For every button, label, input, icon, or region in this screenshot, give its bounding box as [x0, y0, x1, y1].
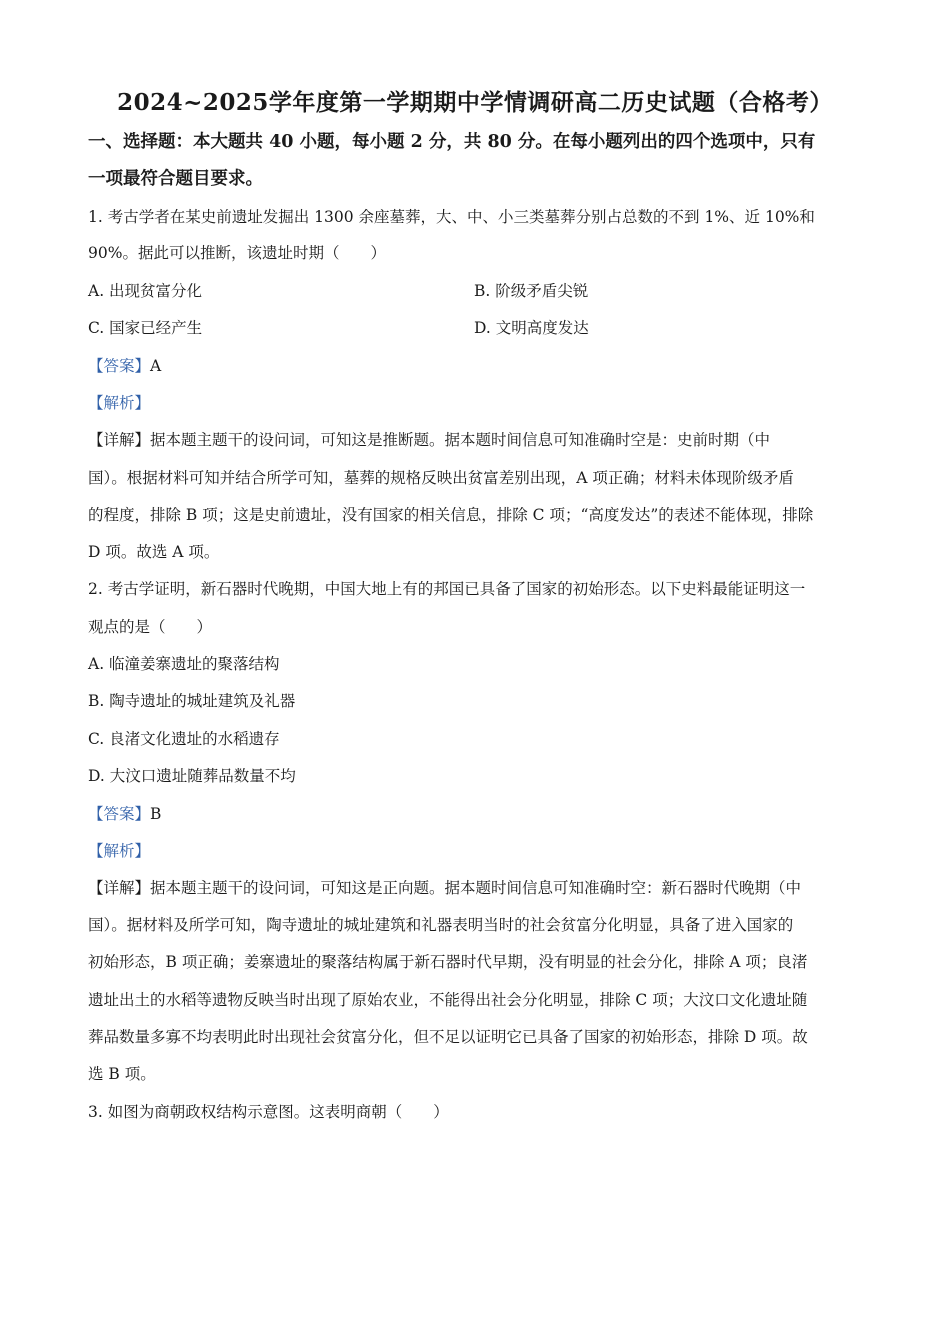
q1-answer: [88, 356, 161, 376]
q1-analysis-tag: [88, 393, 150, 413]
q2-stem-line: 2. 考古学证明，新石器时代晚期，中国大地上有的邦国已具备了国家的初始形态。以下史料最能证明这一: [88, 580, 806, 598]
q2-option-a: A. 临潼姜寨遗址的聚落结构: [88, 655, 280, 673]
q2-analysis-tag: [88, 841, 150, 861]
q2-option-c: C. 良渚文化遗址的水稻遗存: [88, 730, 280, 748]
q2-option-d: D. 大汶口遗址随葬品数量不均: [88, 767, 296, 785]
q2-detail-line: [88, 878, 801, 898]
q1-detail-line: 的程度，排除 B 项；这是史前遗址，没有国家的相关信息，排除 C 项；“高度发达”的表述不能体现，排除: [88, 506, 814, 524]
q2-detail-line: 葬品数量多寡不均表明此时出现社会贫富分化，但不足以证明它已具备了国家的初始形态，排除 D 项。故: [88, 1028, 808, 1046]
q1-detail-line: [88, 430, 770, 450]
q1-stem-line: 90%。据此可以推断，该遗址时期（ ）: [88, 244, 386, 262]
page-title: 2024~2025学年度第一学期期中学情调研高二历史试题（合格考）: [117, 89, 833, 116]
q1-option-d: D. 文明高度发达: [474, 319, 589, 337]
answer-tag: 【答案】: [88, 805, 151, 823]
detail-tag: 【详解】: [88, 879, 151, 897]
q1-detail-line: D 项。故选 A 项。: [88, 543, 220, 561]
q2-detail-line: 选 B 项。: [88, 1065, 156, 1083]
q2-detail-text: 据本题主题干的设问词，可知这是正向题。据本题时间信息可知准确时空：新石器时代晚期（中: [150, 879, 802, 897]
q2-detail-line: 遗址出土的水稻等遗物反映当时出现了原始农业，不能得出社会分化明显，排除 C 项；大汶口文化遗址随: [88, 991, 808, 1009]
q2-option-b: B. 陶寺遗址的城址建筑及礼器: [88, 692, 296, 710]
analysis-tag: 【解析】: [88, 842, 151, 860]
q2-answer-value: B: [150, 805, 162, 823]
q2-detail-line: 初始形态，B 项正确；姜寨遗址的聚落结构属于新石器时代早期，没有明显的社会分化，排除 A 项；良渚: [88, 953, 808, 971]
q1-option-a: A. 出现贫富分化: [88, 282, 203, 300]
q1-detail-text: 据本题主题干的设问词，可知这是推断题。据本题时间信息可知准确时空是：史前时期（中: [150, 431, 771, 449]
section-heading-line: 一项最符合题目要求。: [88, 169, 263, 189]
section-heading: [88, 124, 868, 198]
q1-option-c: C. 国家已经产生: [88, 319, 203, 337]
section-heading-line: 一、选择题：本大题共 40 小题，每小题 2 分，共 80 分。在每小题列出的四个选项中，只有: [88, 132, 816, 152]
q1-detail-line: 国）。根据材料可知并结合所学可知，墓葬的规格反映出贫富差别出现，A 项正确；材料未体现阶级矛盾: [88, 469, 794, 487]
q3-stem-line: 3. 如图为商朝政权结构示意图。这表明商朝（ ）: [88, 1103, 449, 1121]
q2-detail-line: 国）。据材料及所学可知，陶寺遗址的城址建筑和礼器表明当时的社会贫富分化明显，具备了进入国家的: [88, 916, 794, 934]
q2-answer: [88, 804, 161, 824]
analysis-tag: 【解析】: [88, 394, 151, 412]
q2-stem-line: 观点的是（ ）: [88, 618, 213, 636]
answer-tag: 【答案】: [88, 357, 151, 375]
q1-stem-line: 1. 考古学者在某史前遗址发掘出 1300 余座墓葬，大、中、小三类墓葬分别占总数的不到 1%、近 10%和: [88, 208, 815, 226]
detail-tag: 【详解】: [88, 431, 151, 449]
q1-option-b: B. 阶级矛盾尖锐: [474, 282, 589, 300]
q1-answer-value: A: [150, 357, 162, 375]
